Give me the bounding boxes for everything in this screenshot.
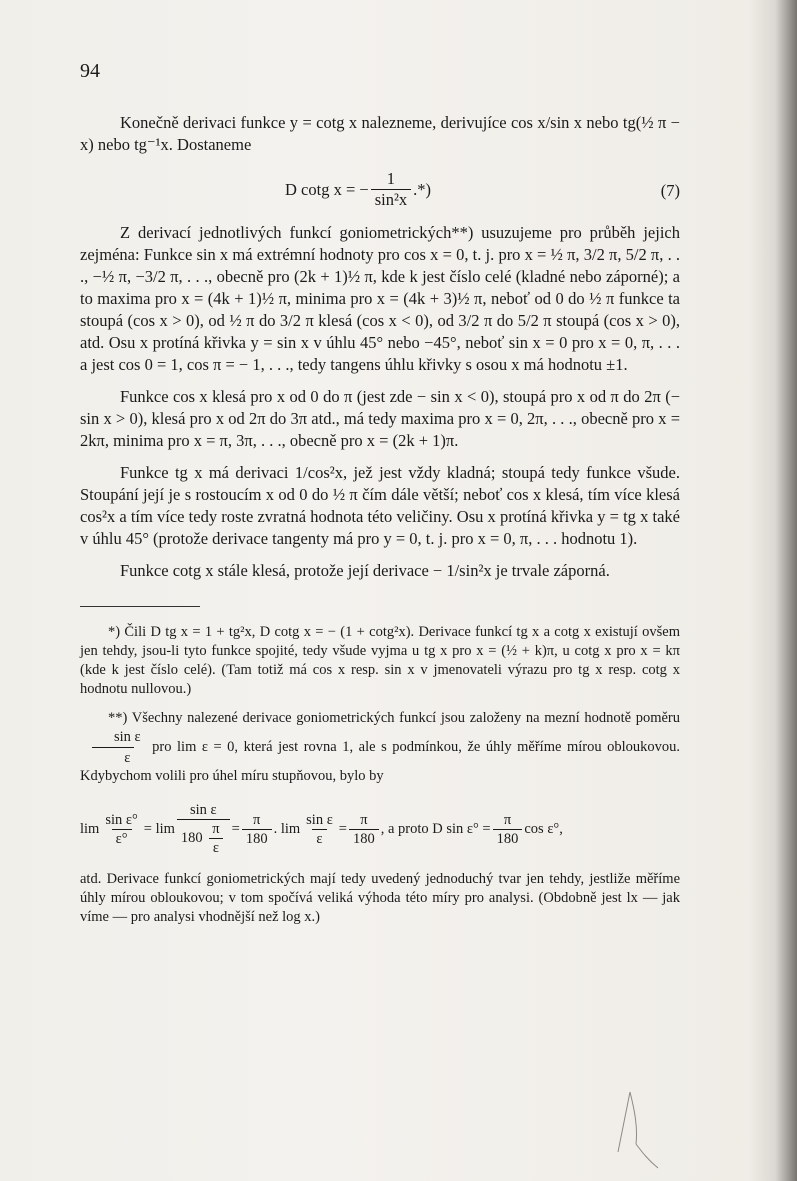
- eq-fraction-2-nested-num: π: [212, 821, 220, 837]
- footnote-2-fraction: [82, 728, 145, 767]
- paragraph-tangent: Funkce tg x má derivaci 1/cos²x, jež jest vždy kladná; stoupá tedy funkce všude. Stoupání její je s rostoucím x od 0 do ½ π čím dále větší; neboť cos x klesá, tím více klesá cos²x a tím více tedy roste zvratná hodnota této veličiny. Osu x protíná křivka y = tg x také v úhlu 45° (protože derivace tangenty má pro y = 0, t. j. pro x = 0, π, . . . hodnotu 1).: [80, 463, 680, 548]
- eq-text-b: cos ε°,: [524, 820, 563, 837]
- eq-fraction-4: [302, 812, 337, 847]
- eq-fraction-5-num: π: [360, 811, 368, 828]
- degree-limit-equation-line: [80, 802, 563, 856]
- eq-fraction-2-num: sin ε: [189, 802, 217, 818]
- equation-7-formula: [285, 170, 431, 209]
- eq-lim-1: lim: [80, 820, 100, 837]
- footnote-2-text-a: **) Všechny nalezené derivace goniometrických funkcí jsou založeny na mezní hodnotě poměru: [108, 710, 680, 726]
- footnote-divider: [80, 606, 200, 607]
- eq-fraction-2-den-top: 180: [180, 829, 203, 846]
- equation-7: [80, 160, 680, 216]
- footnote-1: *) Čili D tg x = 1 + tg²x, D cotg x = − (1 + cotg²x). Derivace funkcí tg x a cotg x existují ovšem jen tehdy, jsou-li tyto funkce spojité, tedy všude vyjma u tg x pro x = (½ + k)π, u cotg x pro x = kπ (kde k jest číslo celé). (Tam totiž má cos x resp. sin x v jmenovateli výrazu pro tg x resp. cotg x hodnotu nullovou.): [80, 624, 680, 697]
- equation-7-lhs: D cotg x = −: [285, 179, 369, 199]
- eq-fraction-1: [101, 812, 141, 847]
- footnotes: [80, 623, 680, 927]
- equation-7-denominator: sin²x: [371, 189, 411, 209]
- eq-dot-lim: . lim: [273, 820, 301, 837]
- eq-fraction-3-num: π: [253, 811, 261, 828]
- page-number: 94: [80, 60, 100, 82]
- equation-7-fraction: [371, 170, 411, 209]
- equation-7-tag: (7): [660, 181, 680, 200]
- eq-fraction-1-den: ε°: [112, 829, 132, 847]
- footnote-2-text-b: pro lim ε = 0, která jest rovna 1, ale s podmínkou, že úhly měříme mírou obloukovou. Kdybychom volili pro úhel míru stupňovou, bylo by: [80, 738, 681, 784]
- main-text: [80, 112, 680, 927]
- eq-fraction-1-num: sin ε°: [105, 811, 138, 828]
- eq-fraction-2-nested: [208, 821, 223, 856]
- eq-equals-3: =: [338, 820, 347, 837]
- paragraph-cotangent: Funkce cotg x stále klesá, protože její derivace − 1/sin²x je trvale záporná.: [120, 561, 610, 580]
- eq-fraction-6-num: π: [503, 811, 512, 828]
- eq-equals-lim: = lim: [143, 820, 175, 837]
- eq-fraction-4-num: sin ε: [306, 811, 333, 828]
- footnote-2-fraction-numerator: sin ε: [114, 729, 141, 745]
- eq-equals-2: =: [231, 820, 240, 837]
- paragraph-intro: Konečně derivaci funkce y = cotg x nalezneme, derivujíce cos x/sin x nebo tg(½ π − x) nebo tg⁻¹x. Dostaneme: [80, 113, 680, 154]
- equation-7-numerator: 1: [386, 169, 396, 188]
- paragraph-cosine: Funkce cos x klesá pro x od 0 do π (jest zde − sin x < 0), stoupá pro x od π do 2π (− sin x > 0), klesá pro x od 2π do 3π atd., má tedy maxima pro x = 0, 2π, . . ., obecně pro x = 2kπ, minima pro x = π, 3π, . . ., obecně pro x = (2k + 1)π.: [80, 387, 680, 450]
- footnote-3: atd. Derivace funkcí goniometrických mají tedy uvedený jednoduchý tvar jen tehdy, jestliže měříme úhly mírou obloukovou; v tom spočívá veliká výhoda této míry pro analysi. (Obdobně jest lx — jak víme — pro analysi vhodnější než log x.): [80, 871, 680, 925]
- footnote-2: [80, 709, 680, 786]
- degree-limit-equation: [80, 790, 680, 864]
- eq-fraction-5: [349, 812, 379, 847]
- footnote-2-fraction-denominator: ε: [92, 747, 134, 767]
- book-gutter-shadow: [749, 0, 797, 1181]
- eq-fraction-2-nested-den: ε: [209, 838, 223, 856]
- eq-text-a: , a proto D sin ε° =: [380, 820, 491, 837]
- eq-fraction-2-den: [177, 819, 230, 856]
- equation-7-suffix: .*): [413, 179, 432, 199]
- pencil-mark: [608, 1082, 668, 1172]
- eq-fraction-4-den: ε: [312, 829, 326, 847]
- eq-fraction-6: [493, 812, 523, 847]
- eq-fraction-6-den: 180: [493, 829, 523, 847]
- eq-fraction-3: [242, 812, 272, 847]
- eq-fraction-2: [177, 802, 230, 856]
- eq-fraction-3-den: 180: [242, 829, 272, 847]
- eq-fraction-5-den: 180: [349, 829, 379, 847]
- paragraph-sine: Z derivací jednotlivých funkcí goniometrických**) usuzujeme pro průběh jejich zejména: Funkce sin x má extrémní hodnoty pro cos x = 0, t. j. pro x = ½ π, 3/2 π, 5/2 π, . . ., −½ π, −3/2 π, . . ., obecně pro (2k + 1)½ π, kde k jest číslo celé (kladné nebo záporné); a to maxima pro x = (4k + 1)½ π, minima pro x = (4k + 3)½ π, neboť od 0 do ½ π funkce ta stoupá (cos x > 0), od ½ π do 3/2 π klesá (cos x < 0), od 3/2 π do 5/2 π stoupá (cos x > 0), atd. Osu x protíná křivka y = sin x v úhlu 45° nebo −45°, neboť sin x = 0 pro x = 0, π, . . . a jest cos 0 = 1, cos π = − 1, . . ., tedy tangens úhlu křivky s osou x má hodnotu ±1.: [80, 223, 680, 374]
